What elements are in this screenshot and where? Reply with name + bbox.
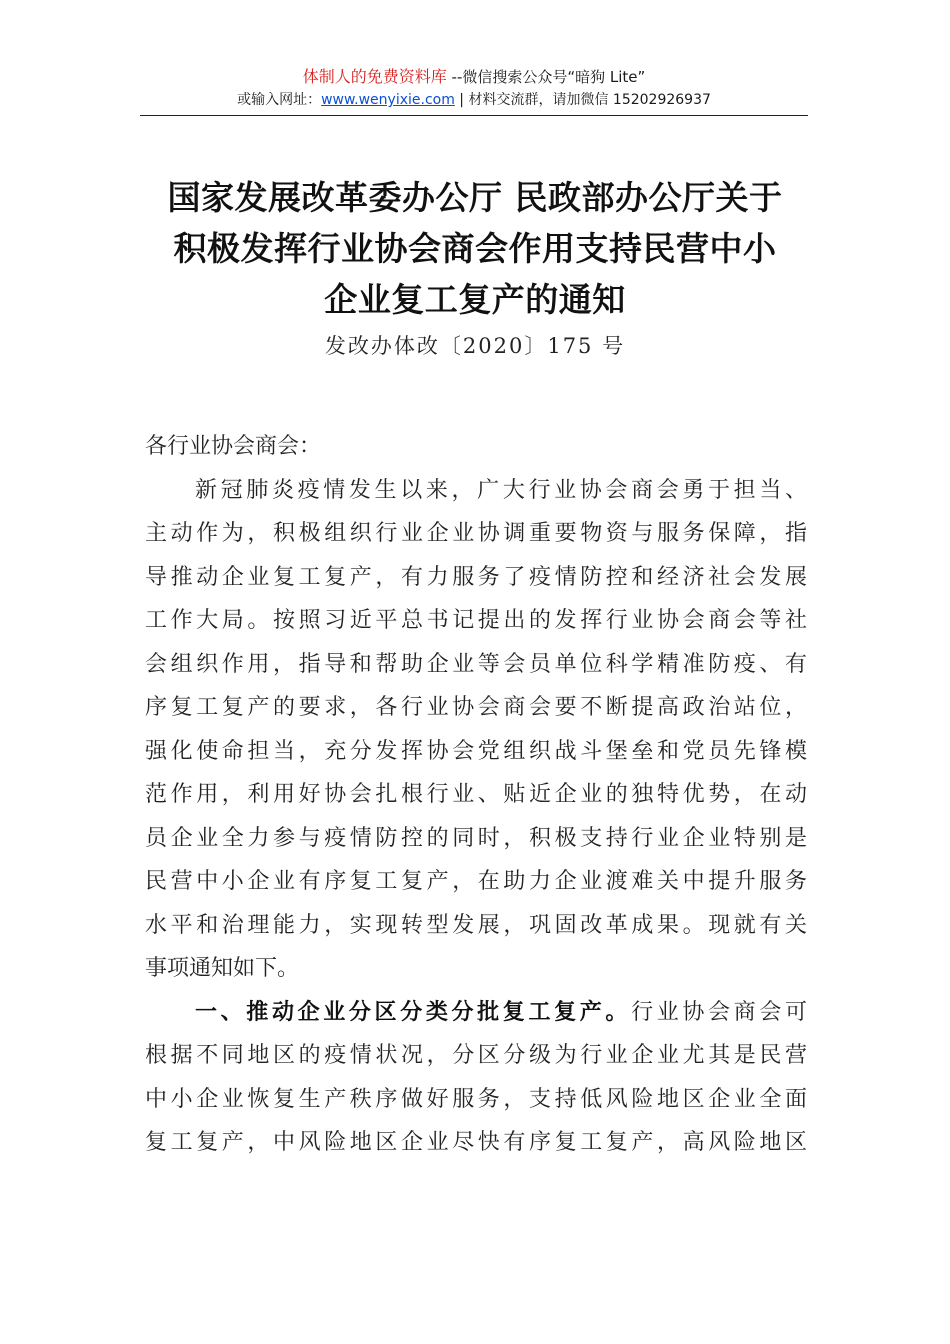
paragraph-1-line: 序复工复产的要求，各行业协会商会要不断提高政治站位， (145, 695, 807, 720)
section-1-line: 中小企业恢复生产秩序做好服务，支持低风险地区企业全面 (145, 1086, 807, 1112)
section-1-line: 根据不同地区的疫情状况，分区分级为行业企业尤其是民营 (145, 1043, 807, 1068)
salutation: 各行业协会商会： (145, 434, 322, 459)
header-url-link[interactable]: www.wenyixie.com (321, 92, 455, 108)
watermark-header (140, 66, 808, 111)
paragraph-1-line: 新冠肺炎疫情发生以来，广大行业协会商会勇于担当、 (195, 477, 807, 503)
paragraph-1-line: 事项通知如下。 (145, 956, 300, 981)
paragraph-1-line: 范作用，利用好协会扎根行业、贴近企业的独特优势，在动 (145, 782, 807, 807)
paragraph-1-line: 员企业全力参与疫情防控的同时，积极支持行业企业特别是 (145, 825, 807, 851)
paragraph-1-line: 强化使命担当，充分发挥协会党组织战斗堡垒和党员先锋模 (145, 738, 807, 764)
document-body (145, 425, 807, 1165)
document-title (120, 172, 830, 325)
header-brand: 体制人的免费资料库 (302, 67, 447, 86)
section-1-first-line (145, 991, 807, 1035)
paragraph-1-line: 民营中小企业有序复工复产，在助力企业渡难关中提升服务 (145, 869, 807, 894)
paragraph-1-line: 主动作为，积极组织行业企业协调重要物资与服务保障，指 (145, 521, 807, 546)
section-1-first-line-rest: 行业协会商会可 (631, 999, 807, 1025)
header-contact: 材料交流群，请加微信 15202926937 (468, 92, 711, 108)
title-line-3: 企业复工复产的通知 (324, 280, 626, 319)
title-line-2: 积极发挥行业协会商会作用支持民营中小 (173, 229, 777, 268)
header-line-2 (140, 89, 808, 111)
document-number: 发改办体改〔2020〕175 号 (324, 334, 626, 358)
section-1-heading: 一、推动企业分区分类分批复工复产。 (195, 999, 632, 1025)
header-line-1 (140, 66, 808, 88)
paragraph-1-line: 水平和治理能力，实现转型发展，巩固改革成果。现就有关 (145, 912, 807, 938)
header-divider (140, 115, 808, 116)
header-url-prefix: 或输入网址： (237, 92, 322, 108)
title-line-1: 国家发展改革委办公厅 民政部办公厅关于 (167, 178, 783, 217)
paragraph-1-line: 工作大局。按照习近平总书记提出的发挥行业协会商会等社 (145, 608, 807, 633)
section-1-line: 复工复产，中风险地区企业尽快有序复工复产，高风险地区 (145, 1130, 807, 1155)
header-tagline: --微信搜索公众号“暗狗 Lite” (451, 68, 646, 86)
paragraph-1-line: 导推动企业复工复产，有力服务了疫情防控和经济社会发展 (145, 564, 807, 590)
paragraph-1-line: 会组织作用，指导和帮助企业等会员单位科学精准防疫、有 (145, 651, 807, 677)
header-separator: | (454, 92, 469, 108)
